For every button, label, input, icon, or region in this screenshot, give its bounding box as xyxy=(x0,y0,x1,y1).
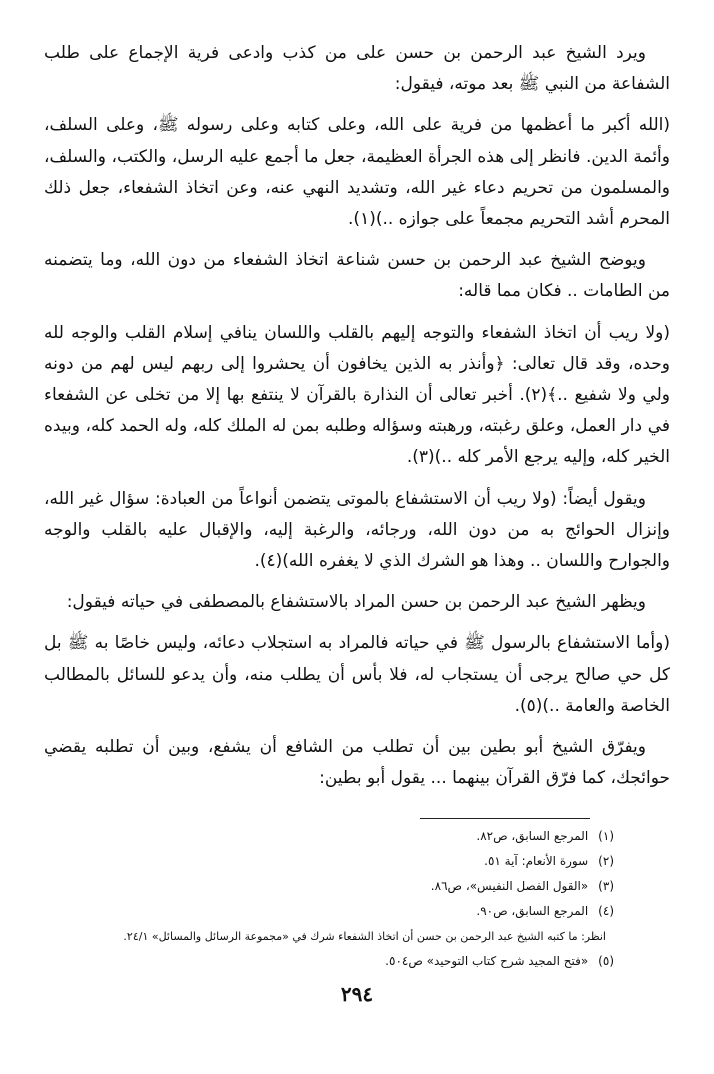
footnote-divider xyxy=(420,818,590,819)
quote-paragraph: (الله أكبر ما أعظمها من فرية على الله، وعلى كتابه وعلى رسوله ﷺ، وعلى السلف، وأئمة الدين. فانظر إلى هذه الجرأة العظيمة، جعل ما أجمع عليه الرسل، والكتب، والسلف، والمسلمون من تحريم دعاء غير الله، وتشديد النهي عنه، وعن اتخاذ الشفعاء، جعل ذلك المحرم أشد التحريم مجمعاً على جوازه ..)(١). xyxy=(44,115,670,230)
footnote-number: (٢) xyxy=(598,854,614,868)
paragraph: ويوضح الشيخ عبد الرحمن بن حسن شناعة اتخاذ الشفعاء من دون الله، وما يتضمنه من الطامات .. فكان مما قاله: xyxy=(44,250,670,302)
footnote-text: المرجع السابق، ص٩٠. xyxy=(476,904,589,918)
footnote-number: (١) xyxy=(598,829,614,843)
quote-paragraph: (ولا ريب أن اتخاذ الشفعاء والتوجه إليهم بالقلب واللسان ينافي إسلام القلب والوجه لله وحده، وقد قال تعالى: ﴿وأنذر به الذين يخافون أن يحشروا إلى ربهم ليس لهم من دونه ولي ولا شفيع ..﴾(٢). أخبر تعالى أن النذارة بالقرآن لا ينتفع بها إلا من تخلى عن الشفعاء في دار العمل، وعلق رغبته، ورهبته وسؤاله وطلبه بمن له الملك كله، وله الحمد كله، وبيده الخير كله، وإليه يرجع الأمر كله ..)(٣). xyxy=(44,322,670,468)
footnote-text: المرجع السابق، ص٨٢. xyxy=(476,829,589,843)
footnotes xyxy=(44,824,614,974)
footnote xyxy=(44,874,614,899)
footnote-number: (٥) xyxy=(598,954,614,968)
paragraph: ويرد الشيخ عبد الرحمن بن حسن على من كذب وادعى فرية الإجماع على طلب الشفاعة من النبي ﷺ بعد موته، فيقول: xyxy=(44,43,670,95)
footnote-text: «القول الفصل النفيس»، ص٨٦. xyxy=(430,879,589,893)
footnote xyxy=(44,949,614,974)
quote-paragraph: (وأما الاستشفاع بالرسول ﷺ في حياته فالمراد به استجلاب دعائه، وليس خاصًا به ﷺ بل كل حي صالح يرجى أن يستجاب له، فلا بأس أن يطلب منه، وأن يدعو للسائل بالمطالب الخاصة والعامة ..)(٥). xyxy=(44,633,670,716)
footnote-note xyxy=(44,924,614,949)
footnote-number: (٣) xyxy=(598,879,614,893)
paragraph: ويقول أيضاً: (ولا ريب أن الاستشفاع بالموتى يتضمن أنواعاً من العبادة: سؤال غير الله، وإنزال الحوائج به من دون الله، ورجائه، والرغبة إليه، والإقبال عليه بالقلب والوجه والجوارح واللسان .. وهذا هو الشرك الذي لا يغفره الله)(٤). xyxy=(44,488,670,572)
footnote-number: (٤) xyxy=(598,904,614,918)
footnote xyxy=(44,899,614,924)
paragraph: ويظهر الشيخ عبد الرحمن بن حسن المراد بالاستشفاع بالمصطفى في حياته فيقول: xyxy=(66,592,646,613)
footnote-text: «فتح المجيد شرح كتاب التوحيد» ص٥٠٤. xyxy=(385,954,589,968)
footnote-text: انظر: ما كتبه الشيخ عبد الرحمن بن حسن أن اتخاذ الشفعاء شرك في «مجموعة الرسائل والمسائل» ٢٤/١. xyxy=(123,930,606,943)
footnote-text: سورة الأنعام: آية ٥١. xyxy=(484,854,589,868)
paragraph: ويفرّق الشيخ أبو بطين بين أن تطلب من الشافع أن يشفع، وبين أن تطلبه يقضي حوائجك، كما فرّق القرآن بينهما ... يقول أبو بطين: xyxy=(44,737,670,789)
main-text xyxy=(44,38,670,804)
footnote xyxy=(44,824,614,849)
page-number: ٢٩٤ xyxy=(340,982,374,1006)
footnote xyxy=(44,849,614,874)
